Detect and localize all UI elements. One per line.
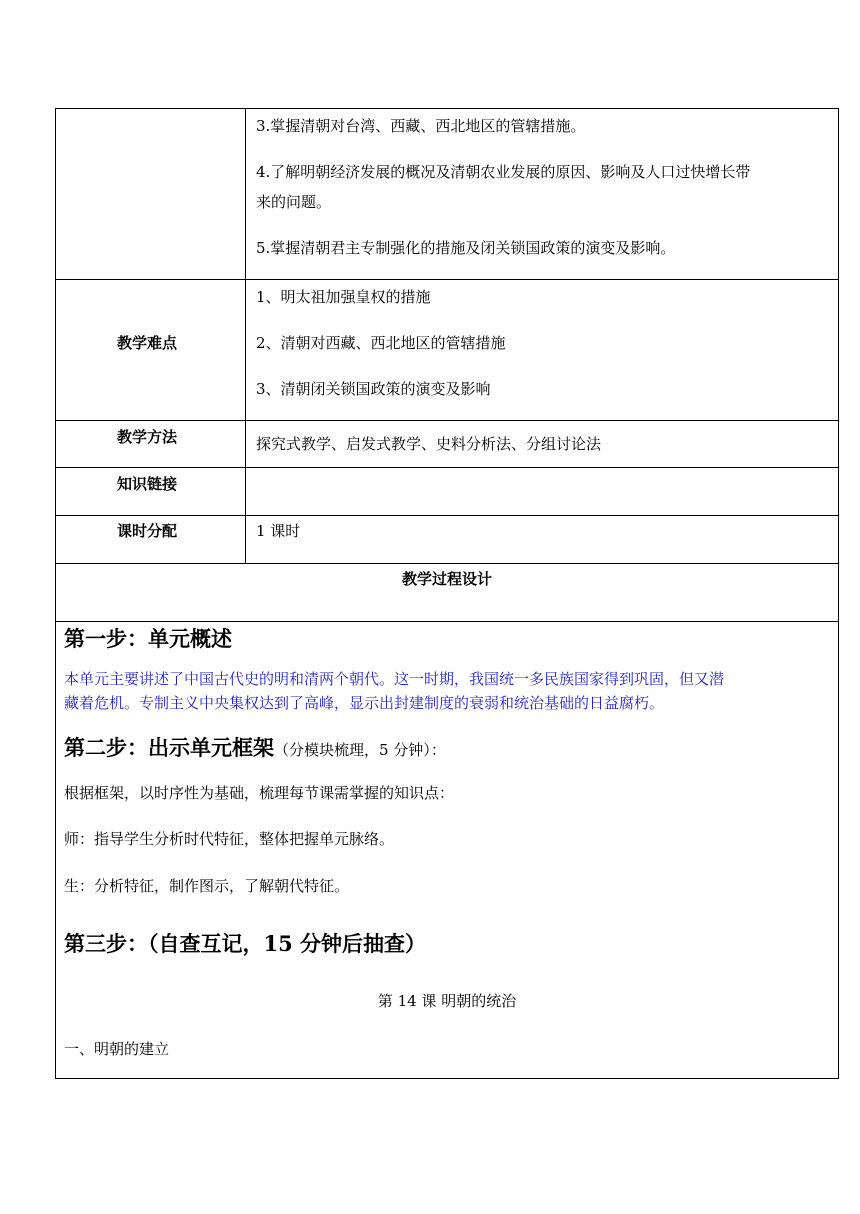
step2-heading-line bbox=[64, 735, 446, 763]
difficulty-item-2: 2、清朝对西藏、西北地区的管辖措施 bbox=[256, 334, 506, 352]
schedule-label: 课时分配 bbox=[117, 522, 178, 540]
objective-item-5: 5.掌握清朝君主专制强化的措施及闭关锁国政策的演变及影响。 bbox=[256, 239, 676, 257]
step3-heading: 第三步：（自查互记，15 分钟后抽查） bbox=[64, 931, 427, 956]
step1-heading: 第一步：单元概述 bbox=[64, 626, 232, 651]
row-divider bbox=[56, 621, 838, 622]
step2-line-3: 生：分析特征，制作图示，了解朝代特征。 bbox=[64, 877, 350, 895]
objective-item-4: 4.了解明朝经济发展的概况及清朝农业发展的原因、影响及人口过快增长带 bbox=[256, 163, 751, 181]
knowledge-link-label: 知识链接 bbox=[117, 475, 178, 493]
objective-item-3: 3.掌握清朝对台湾、西藏、西北地区的管辖措施。 bbox=[256, 117, 586, 135]
section-heading-1: 一、明朝的建立 bbox=[64, 1040, 170, 1058]
step2-note: （分模块梳理，5 分钟）： bbox=[274, 741, 446, 759]
step1-line-1: 本单元主要讲述了中国古代史的明和清两个朝代。这一时期，我国统一多民族国家得到巩固，但又潜 bbox=[64, 670, 725, 688]
objective-item-4-cont: 来的问题。 bbox=[256, 193, 332, 211]
difficulty-item-3: 3、清朝闭关锁国政策的演变及影响 bbox=[256, 380, 491, 398]
step1-line-2: 藏着危机。专制主义中央集权达到了高峰，显示出封建制度的衰弱和统治基础的日益腐朽。 bbox=[64, 694, 665, 712]
row-divider bbox=[56, 563, 838, 564]
step2-heading: 第二步：出示单元框架 bbox=[64, 735, 274, 760]
methods-label: 教学方法 bbox=[117, 428, 178, 446]
methods-value: 探究式教学、启发式教学、史料分析法、分组讨论法 bbox=[256, 435, 602, 453]
schedule-value: 1 课时 bbox=[256, 522, 301, 540]
difficulties-label: 教学难点 bbox=[117, 334, 178, 352]
process-title: 教学过程设计 bbox=[401, 570, 492, 588]
difficulty-item-1: 1、明太祖加强皇权的措施 bbox=[256, 288, 431, 306]
column-divider bbox=[245, 109, 246, 563]
row-divider bbox=[56, 467, 838, 468]
lesson-title: 第 14 课 明朝的统治 bbox=[377, 992, 517, 1010]
step2-line-2: 师：指导学生分析时代特征，整体把握单元脉络。 bbox=[64, 830, 395, 848]
step2-line-1: 根据框架，以时序性为基础，梳理每节课需掌握的知识点： bbox=[64, 784, 455, 802]
row-divider bbox=[56, 515, 838, 516]
row-divider bbox=[56, 279, 838, 280]
row-divider bbox=[56, 420, 838, 421]
